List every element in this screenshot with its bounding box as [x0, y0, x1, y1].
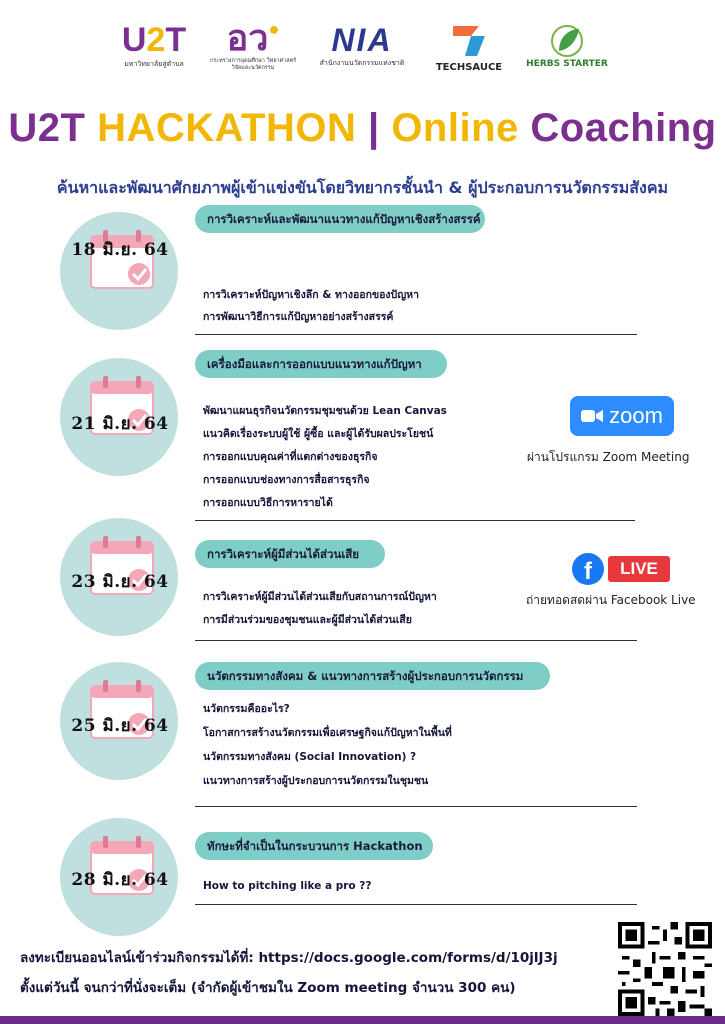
techsauce-mark-icon: [449, 20, 489, 60]
session-topic: เครื่องมือและการออกแบบแนวทางแก้ปัญหา: [195, 350, 447, 378]
page-title: U2T HACKATHON | Online Coaching: [8, 106, 717, 150]
session-date: 23 มิ.ย. 64: [71, 572, 169, 592]
session-item: แนวคิดเรื่องระบบผู้ใช้ ผู้ซื้อ และผู้ได้รับผลประโยชน์: [203, 428, 434, 440]
session-item: นวัตกรรมคืออะไร?: [203, 703, 290, 715]
divider: [195, 334, 637, 335]
session-item: How to pitching like a pro ??: [203, 880, 372, 892]
live-badge: LIVE: [608, 556, 670, 582]
divider: [195, 520, 635, 521]
facebook-icon: f: [572, 553, 604, 585]
bottom-bar: [0, 1016, 725, 1024]
session-date: 25 มิ.ย. 64: [71, 716, 169, 736]
zoom-logo: zoom: [570, 396, 674, 436]
session-item: นวัตกรรมทางสังคม (Social Innovation) ?: [203, 751, 417, 763]
mhesi-logo: อว● กระทรวงการอุดมศึกษา วิทยาศาสตร์ วิจัยและนวัตกรรม: [209, 17, 297, 71]
facebook-live-caption: ถ่ายทอดสดผ่าน Facebook Live: [526, 593, 696, 607]
session-item: การพัฒนาวิธีการแก้ปัญหาอย่างสร้างสรรค์: [203, 311, 394, 323]
nia-logo: NIA สำนักงานนวัตกรรมแห่งชาติ: [319, 21, 405, 67]
registration-note: ตั้งแต่วันนี้ จนกว่าที่นั่งจะเต็ม (จำกัดผู้เข้าชมใน Zoom meeting จำนวน 300 คน): [20, 980, 516, 996]
leaf-icon: [547, 23, 587, 57]
session-item: แนวทางการสร้างผู้ประกอบการนวัตกรรมในชุมชน: [203, 775, 429, 787]
session-topic: การวิเคราะห์ผู้มีส่วนได้ส่วนเสีย: [195, 540, 385, 568]
session-item: การวิเคราะห์ผู้มีส่วนได้ส่วนเสียกับสถานการณ์ปัญหา: [203, 591, 437, 603]
video-camera-icon: [581, 408, 603, 424]
u2t-logo: U2T มหาวิทยาลัยสู่ตำบล: [121, 20, 187, 68]
session-item: การออกแบบวิธีการหารายได้: [203, 497, 333, 509]
subtitle: ค้นหาและพัฒนาศักยภาพผู้เข้าแข่งขันโดยวิทยากรชั้นนำ & ผู้ประกอบการนวัตกรรมสังคม: [56, 178, 669, 197]
session-item: พัฒนาแผนธุรกิจนวัตกรรมชุมชนด้วย Lean Canvas: [203, 405, 447, 417]
session-date: 28 มิ.ย. 64: [71, 870, 169, 890]
session-item: การออกแบบคุณค่าที่แตกต่างของธุรกิจ: [203, 451, 378, 463]
session-topic: นวัตกรรมทางสังคม & แนวทางการสร้างผู้ประกอบการนวัตกรรม: [195, 662, 550, 690]
registration-line: ลงทะเบียนออนไลน์เข้าร่วมกิจกรรมได้ที่: https://docs.google.com/forms/d/10jlJ3j: [20, 950, 558, 966]
divider: [195, 904, 637, 905]
session-item: การออกแบบช่องทางการสื่อสารธุรกิจ: [203, 474, 370, 486]
session-date: 18 มิ.ย. 64: [71, 240, 169, 260]
session-topic: ทักษะที่จำเป็นในกระบวนการ Hackathon: [195, 832, 433, 860]
techsauce-logo: TECHSAUCE: [424, 14, 514, 78]
session-item: การวิเคราะห์ปัญหาเชิงลึก & ทางออกของปัญหา: [203, 289, 419, 301]
session-topic: การวิเคราะห์และพัฒนาแนวทางแก้ปัญหาเชิงสร้างสรรค์: [195, 205, 485, 233]
qr-code-icon: [618, 922, 712, 1016]
session-item: การมีส่วนร่วมของชุมชนและผู้มีส่วนได้ส่วนเสีย: [203, 614, 412, 626]
divider: [195, 806, 637, 807]
session-item: โอกาสการสร้างนวัตกรรมเพื่อเศรษฐกิจแก้ปัญหาในพื้นที่: [203, 727, 452, 739]
divider: [195, 640, 637, 641]
session-date: 21 มิ.ย. 64: [71, 414, 169, 434]
zoom-caption: ผ่านโปรแกรม Zoom Meeting: [527, 450, 690, 464]
herbs-starter-logo: HERBS STARTER: [526, 14, 608, 78]
